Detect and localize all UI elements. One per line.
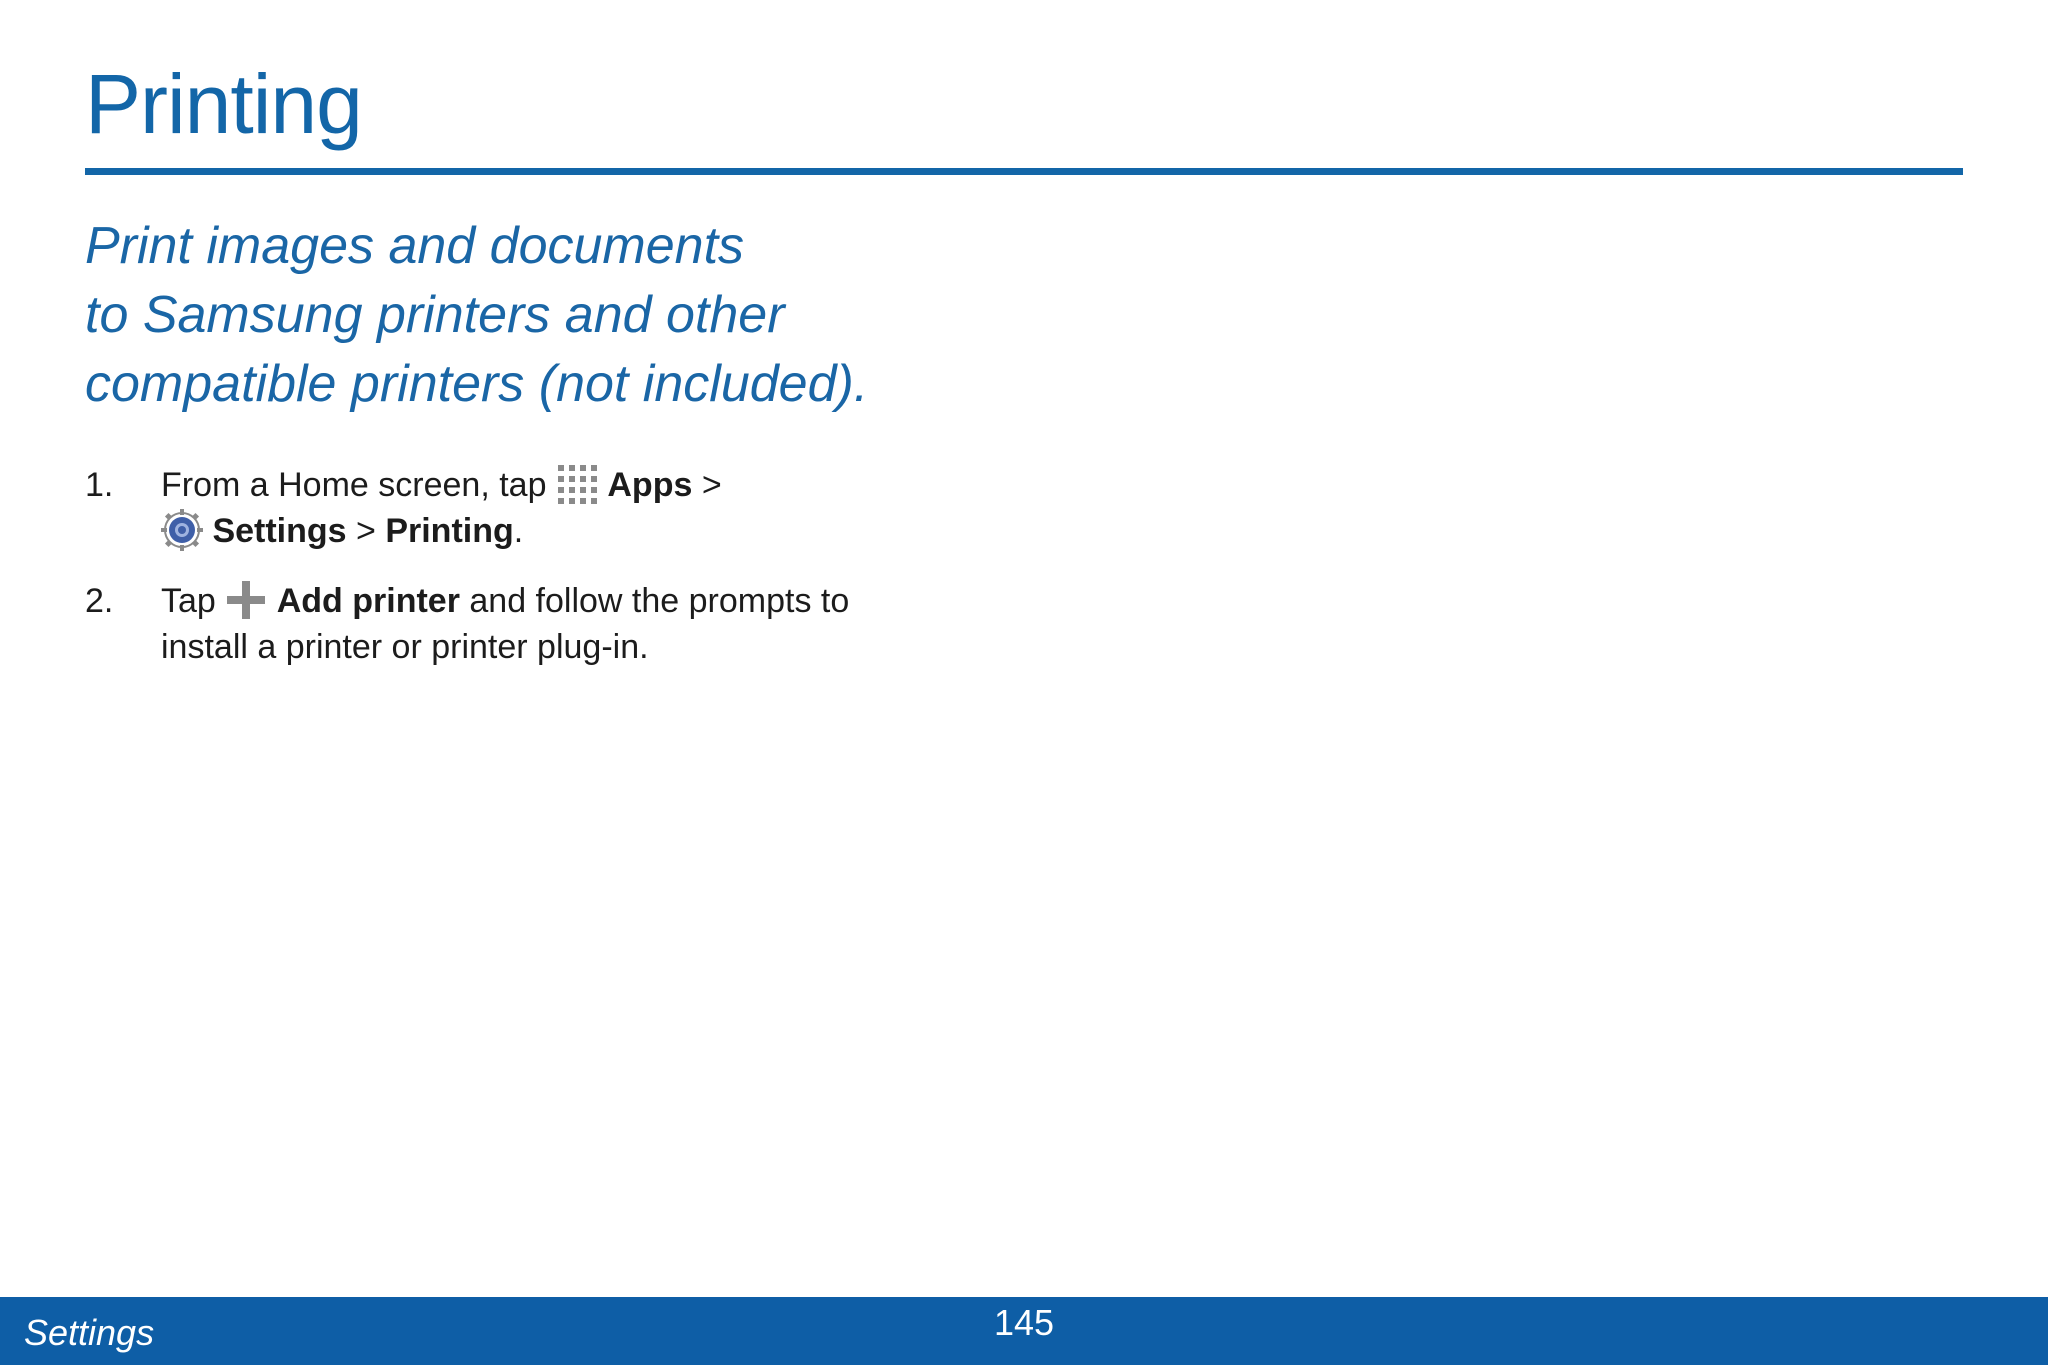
- footer-section-name: Settings: [24, 1312, 155, 1353]
- title-divider: [85, 168, 1963, 175]
- step-item: [85, 578, 985, 670]
- printing-label: Printing: [385, 512, 514, 551]
- add-printer-label: Add printer: [276, 582, 460, 621]
- step-item: [85, 462, 985, 554]
- step-separator: >: [346, 512, 386, 551]
- step-text: From a Home screen, tap: [161, 466, 556, 504]
- apps-grid-icon: [556, 463, 598, 505]
- step-line: [161, 508, 985, 554]
- apps-label: Apps: [607, 466, 693, 504]
- step-line: install a printer or printer plug-in.: [161, 628, 649, 667]
- settings-label: Settings: [212, 512, 347, 551]
- intro-line: Print images and documents: [85, 217, 745, 275]
- step-text: Tap: [161, 582, 226, 621]
- step-number: 2.: [85, 582, 114, 621]
- step-number: 1.: [85, 466, 114, 504]
- settings-gear-icon: [161, 509, 203, 551]
- step-line: [161, 578, 985, 624]
- step-separator: >: [692, 466, 722, 504]
- page-number: 145: [993, 1302, 1055, 1343]
- plus-icon: [225, 579, 267, 621]
- step-period: .: [513, 512, 524, 551]
- step-line: [161, 462, 985, 508]
- step-text: and follow the prompts to: [459, 582, 850, 621]
- steps-list: [85, 462, 985, 694]
- page-footer: [0, 1297, 2048, 1365]
- intro-line: compatible printers (not included).: [85, 355, 869, 413]
- page-title: Printing: [85, 57, 362, 151]
- intro-line: to Samsung printers and other: [85, 286, 785, 344]
- intro-text: [85, 212, 1045, 419]
